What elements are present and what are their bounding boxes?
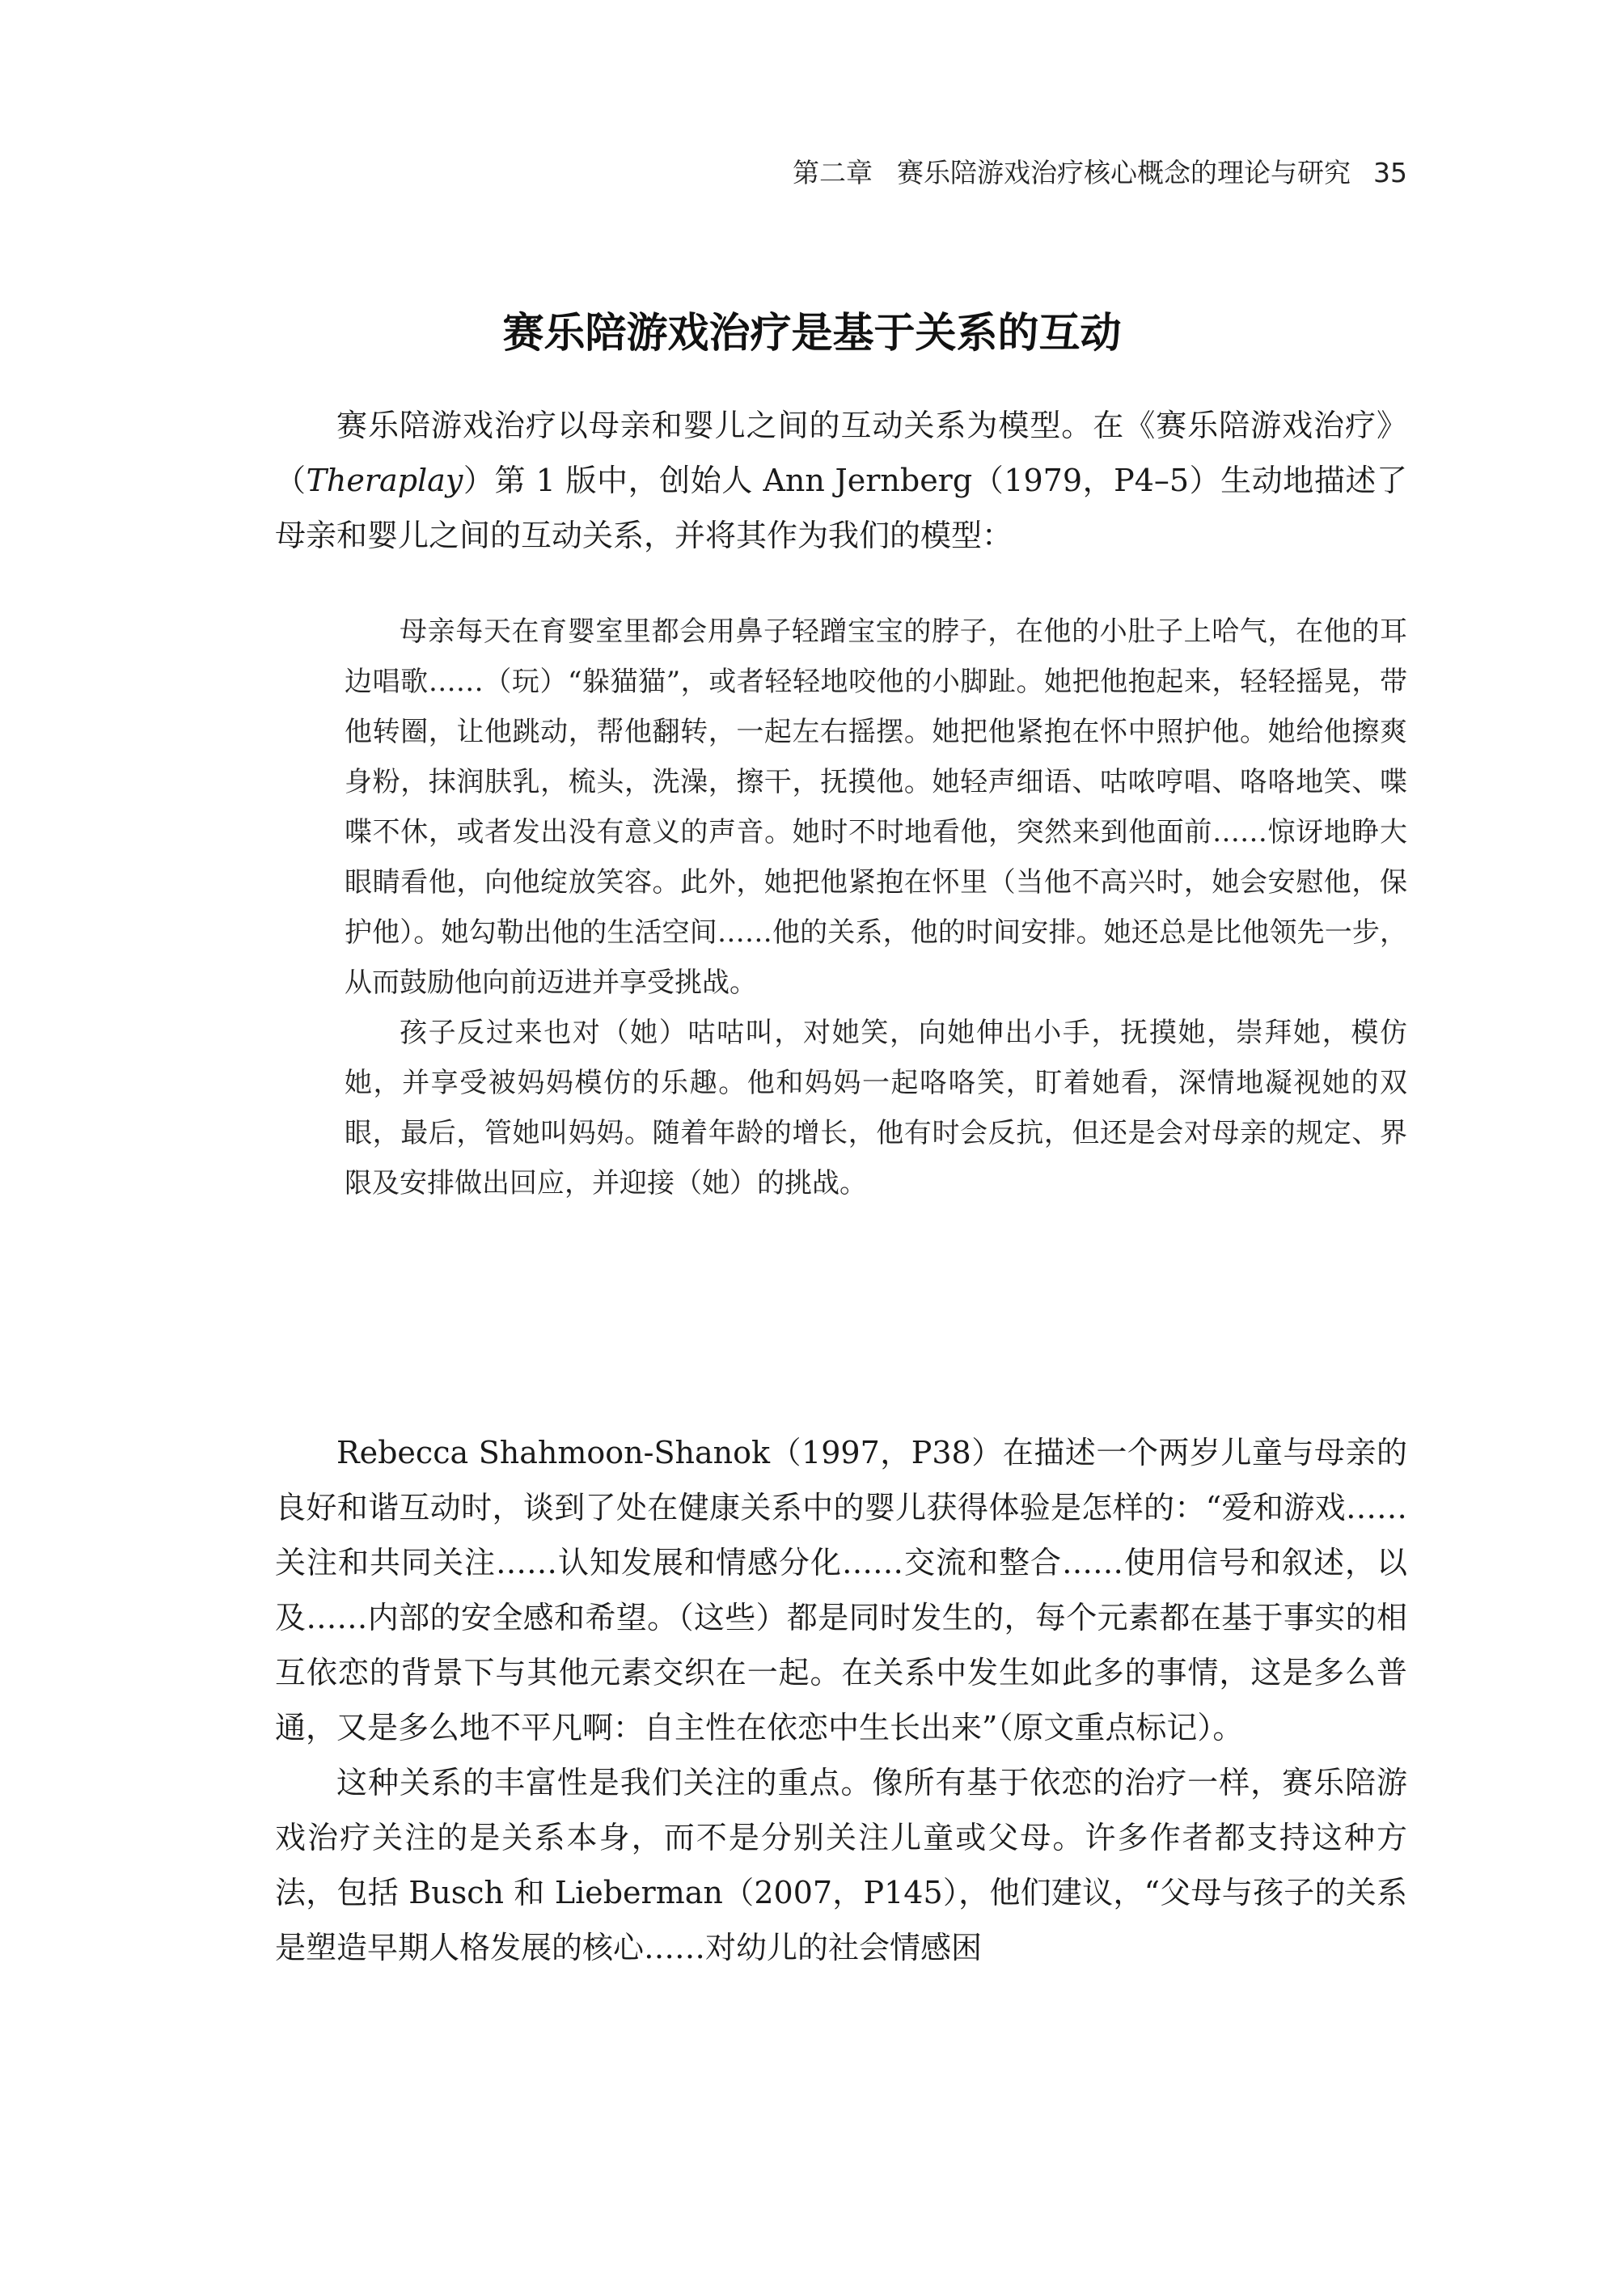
- quote-paragraph-1: 母亲每天在育婴室里都会用鼻子轻蹭宝宝的脖子，在他的小肚子上哈气，在他的耳边唱歌……（玩）“躲猫猫”，或者轻轻地咬他的小脚趾。她把他抱起来，轻轻摇晃，带他转圈，让他跳动，帮他翻转，一起左右摇摆。她把他紧抱在怀中照护他。她给他擦爽身粉，抹润肤乳，梳头，洗澡，擦干，抚摸他。她轻声细语、咕哝哼唱、咯咯地笑、喋喋不休，或者发出没有意义的声音。她时不时地看他，突然来到他面前……惊讶地睁大眼睛看他，向他绽放笑容。此外，她把他紧抱在怀里（当他不高兴时，她会安慰他，保护他）。她勾勒出他的生活空间……他的关系，他的时间安排。她还总是比他领先一步，从而鼓励他向前迈进并享受挑战。: [345, 616, 1407, 999]
- intro-book-title: Theraplay: [306, 463, 463, 498]
- body-paragraph-1: Rebecca Shahmoon-Shanok（1997，P38）在描述一个两岁儿童与母亲的良好和谐互动时，谈到了处在健康关系中的婴儿获得体验是怎样的：“爱和游戏……关注和共同关注……认知发展和情感分化……交流和整合……使用信号和叙述，以及……内部的安全感和希望。（这些）都是同时发生的，每个元素都在基于事实的相互依恋的背景下与其他元素交织在一起。在关系中发生如此多的事情，这是多么普通，又是多么地不平凡啊：自主性在依恋中生长出来”（原文重点标记）。: [275, 1435, 1407, 1745]
- section-title: 赛乐陪游戏治疗是基于关系的互动: [502, 310, 1122, 357]
- page-number: 35: [1373, 157, 1407, 188]
- chapter-title: 赛乐陪游戏治疗核心概念的理论与研究: [897, 157, 1351, 188]
- main-text-block: [275, 1425, 1407, 1975]
- intro-paragraph: [275, 398, 1407, 563]
- quote-paragraph-2: 孩子反过来也对（她）咕咕叫，对她笑，向她伸出小手，抚摸她，崇拜她，模仿她，并享受被妈妈模仿的乐趣。他和妈妈一起咯咯笑，盯着她看，深情地凝视她的双眼，最后，管她叫妈妈。随着年龄的增长，他有时会反抗，但还是会对母亲的规定、界限及安排做出回应，并迎接（她）的挑战。: [345, 1017, 1407, 1199]
- intro-paragraph-block: [275, 398, 1407, 563]
- intro-text-1: 赛乐陪游戏治疗以母亲和婴儿之间的互动关系为模型。在《赛乐陪游戏治疗》（: [275, 408, 1407, 498]
- block-quote: [345, 607, 1407, 1208]
- intro-text-2: ）第 1 版中，创始人 Ann Jernberg（1979，P4–5）生动地描述了母亲和婴儿之间的互动关系，并将其作为我们的模型：: [275, 463, 1407, 553]
- running-header: [793, 155, 1407, 191]
- body-paragraph-2: 这种关系的丰富性是我们关注的重点。像所有基于依恋的治疗一样，赛乐陪游戏治疗关注的是关系本身，而不是分别关注儿童或父母。许多作者都支持这种方法，包括 Busch 和 Lieberman（2007，P145），他们建议，“父母与孩子的关系是塑造早期人格发展的核心……对幼儿的社会情感困: [275, 1765, 1407, 1965]
- chapter-label: 第二章: [793, 157, 873, 188]
